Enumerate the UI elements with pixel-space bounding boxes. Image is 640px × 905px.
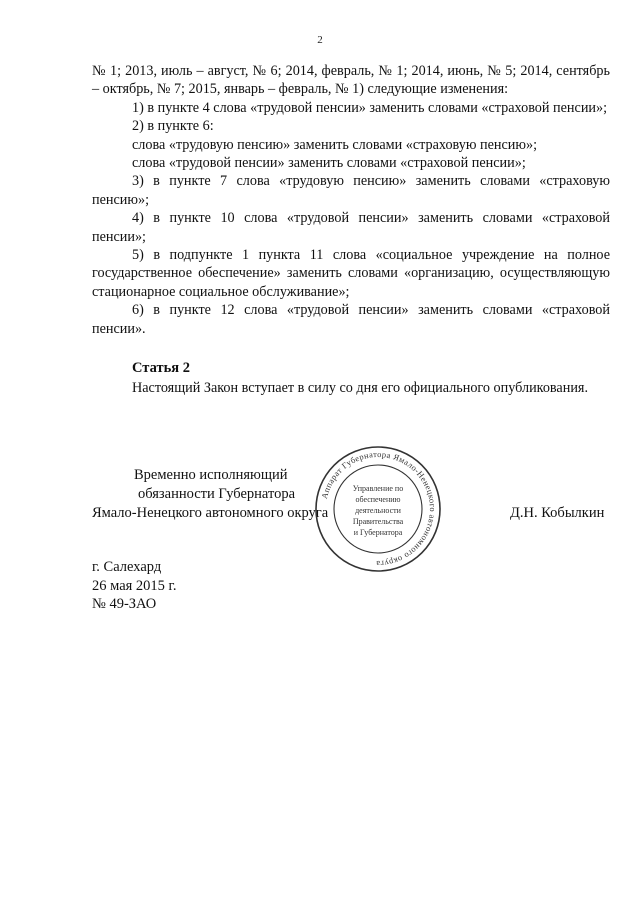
- paragraph-item-2: 2) в пункте 6:: [132, 118, 214, 135]
- page-number: 2: [317, 34, 323, 46]
- signatory-title-line-1: Временно исполняющий: [134, 467, 288, 483]
- signatory-name: Д.Н. Кобылкин: [510, 505, 605, 521]
- seal-outer-text: Аппарат Губернатора Ямало-Ненецкого автономного округа: [320, 449, 438, 569]
- paragraph-item-4: 4) в пункте 10 слова «трудовой пенсии» заменить словами «страховой пенсии»;: [92, 210, 610, 245]
- place: г. Салехард: [92, 559, 162, 575]
- seal-inner-line: деятельности: [355, 506, 401, 515]
- seal-inner-line: и Губернатора: [353, 528, 403, 537]
- article-heading: Статья 2: [132, 360, 190, 376]
- date: 26 мая 2015 г.: [92, 577, 177, 594]
- document-body: [92, 62, 610, 338]
- paragraph-item-1: 1) в пункте 4 слова «трудовой пенсии» заменить словами «страховой пенсии»;: [132, 99, 608, 116]
- signatory-title-line-2: обязанности Губернатора: [138, 486, 296, 502]
- law-number: № 49-ЗАО: [92, 596, 157, 612]
- paragraph-intro: № 1; 2013, июль – август, № 6; 2014, февраль, № 1; 2014, июнь, № 5; 2014, сентябрь – октябрь, № 7; 2015, январь – февраль, № 1) следующие изменения:: [92, 63, 610, 98]
- paragraph-item-5: 5) в подпункте 1 пункта 11 слова «социальное учреждение на полное государственное обеспечение» заменить словами «организацию, осуществляющую стационарное социальное обслуживание»;: [92, 247, 610, 300]
- seal-inner-line: Правительства: [352, 517, 404, 526]
- article-text: Настоящий Закон вступает в силу со дня его официального опубликования.: [132, 380, 588, 396]
- seal-inner-line: обеспечению: [355, 495, 401, 504]
- official-seal: [313, 444, 443, 574]
- paragraph-item-2a: слова «трудовую пенсию» заменить словами «страховую пенсию»;: [132, 136, 538, 153]
- paragraph-item-6: 6) в пункте 12 слова «трудовой пенсии» заменить словами «страховой пенсии».: [92, 302, 610, 337]
- paragraph-item-3: 3) в пункте 7 слова «трудовую пенсию» заменить словами «страховую пенсию»;: [92, 173, 610, 208]
- place-date-block: [92, 558, 177, 614]
- paragraph-item-2b: слова «трудовой пенсии» заменить словами «страховой пенсии»;: [132, 155, 526, 172]
- seal-inner-line: Управление по: [352, 484, 404, 493]
- signatory-title-line-3: Ямало-Ненецкого автономного округа: [92, 505, 329, 521]
